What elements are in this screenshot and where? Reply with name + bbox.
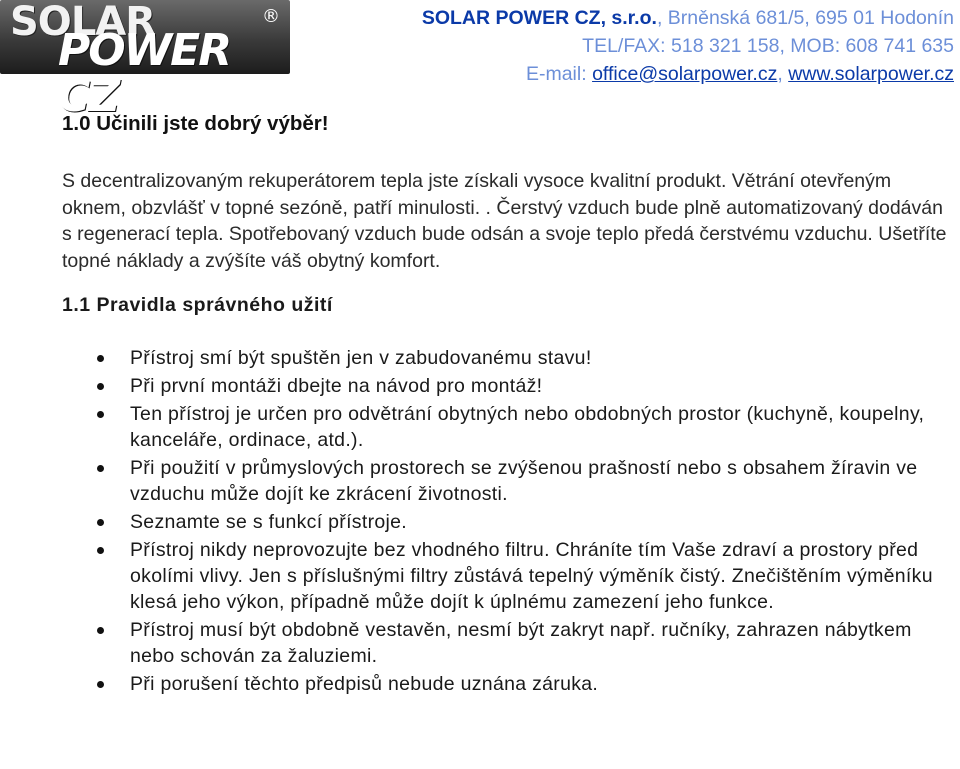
section-heading-1-1: 1.1 Pravidla správného užití [62,293,333,316]
rules-list [62,345,957,697]
link-separator: , [777,63,789,85]
company-line-3 [422,60,954,88]
list-item: Přístroj smí být spuštěn jen v zabudovanému stavu! [62,345,957,371]
list-item: Přístroj musí být obdobně vestavěn, nesmí být zakryt např. ručníky, zahrazen nábytkem nebo schován za žaluziemi. [62,617,957,669]
logo-text-power-cz: POWER CZ [58,25,231,122]
page-header [0,0,960,122]
document-body [62,112,957,699]
company-line-1 [422,4,954,32]
list-item: Ten přístroj je určen pro odvětrání obytných nebo obdobných prostor (kuchyně, koupelny, kanceláře, ordinace, atd.). [62,401,957,453]
bullet-icon [97,627,104,634]
website-link[interactable]: www.solarpower.cz [788,63,954,85]
bullet-icon [97,411,104,418]
company-address: , Brněnská 681/5, 695 01 Hodonín [656,7,954,29]
email-label: E-mail: [525,63,593,85]
logo-text-solar: SOLAR [10,0,156,45]
bullet-icon [97,465,104,472]
bullet-icon [97,355,104,362]
list-item: Při porušení těchto předpisů nebude uznána záruka. [62,671,957,697]
company-phones: TEL/FAX: 518 321 158, MOB: 608 741 635 [582,35,954,57]
list-item: Seznamte se s funkcí přístroje. [62,509,957,535]
list-item: Přístroj nikdy neprovozujte bez vhodného filtru. Chráníte tím Vaše zdraví a prostory před okolími vlivy. Jen s příslušnými filtry zůstává tepelný výměník čistý. Znečištěním výměníku klesá jeho výkon, případně může dojít k úplnému zamezení jeho funkce. [62,537,957,615]
company-name: SOLAR POWER CZ, s.r.o. [421,7,657,29]
list-item: Při první montáži dbejte na návod pro montáž! [62,373,957,399]
bullet-icon [97,547,104,554]
bullet-icon [97,383,104,390]
registered-mark: ® [262,6,280,27]
section-heading-1-0: 1.0 Učinili jste dobrý výběr! [62,112,329,135]
email-link[interactable]: office@solarpower.cz [592,63,778,85]
intro-paragraph: S decentralizovaným rekuperátorem tepla jste získali vysoce kvalitní produkt. Větrání otevřeným oknem, obzvlášť v topné sezóně, patří minulosti. . Čerstvý vzduch bude plně automatizovaný dodáván s regenerací tepla. Spotřebovaný vzduch bude odsán a svoje teplo předá čerstvému vzduchu. Ušetříte topné náklady a zvýšíte váš obytný komfort. [62,170,947,272]
bullet-icon [97,681,104,688]
solar-power-logo [0,0,290,122]
company-contact [422,4,954,88]
list-item: Při použití v průmyslových prostorech se zvýšenou prašností nebo s obsahem žíravin ve vzduchu může dojít ke zkrácení životnosti. [62,455,957,507]
bullet-icon [97,519,104,526]
